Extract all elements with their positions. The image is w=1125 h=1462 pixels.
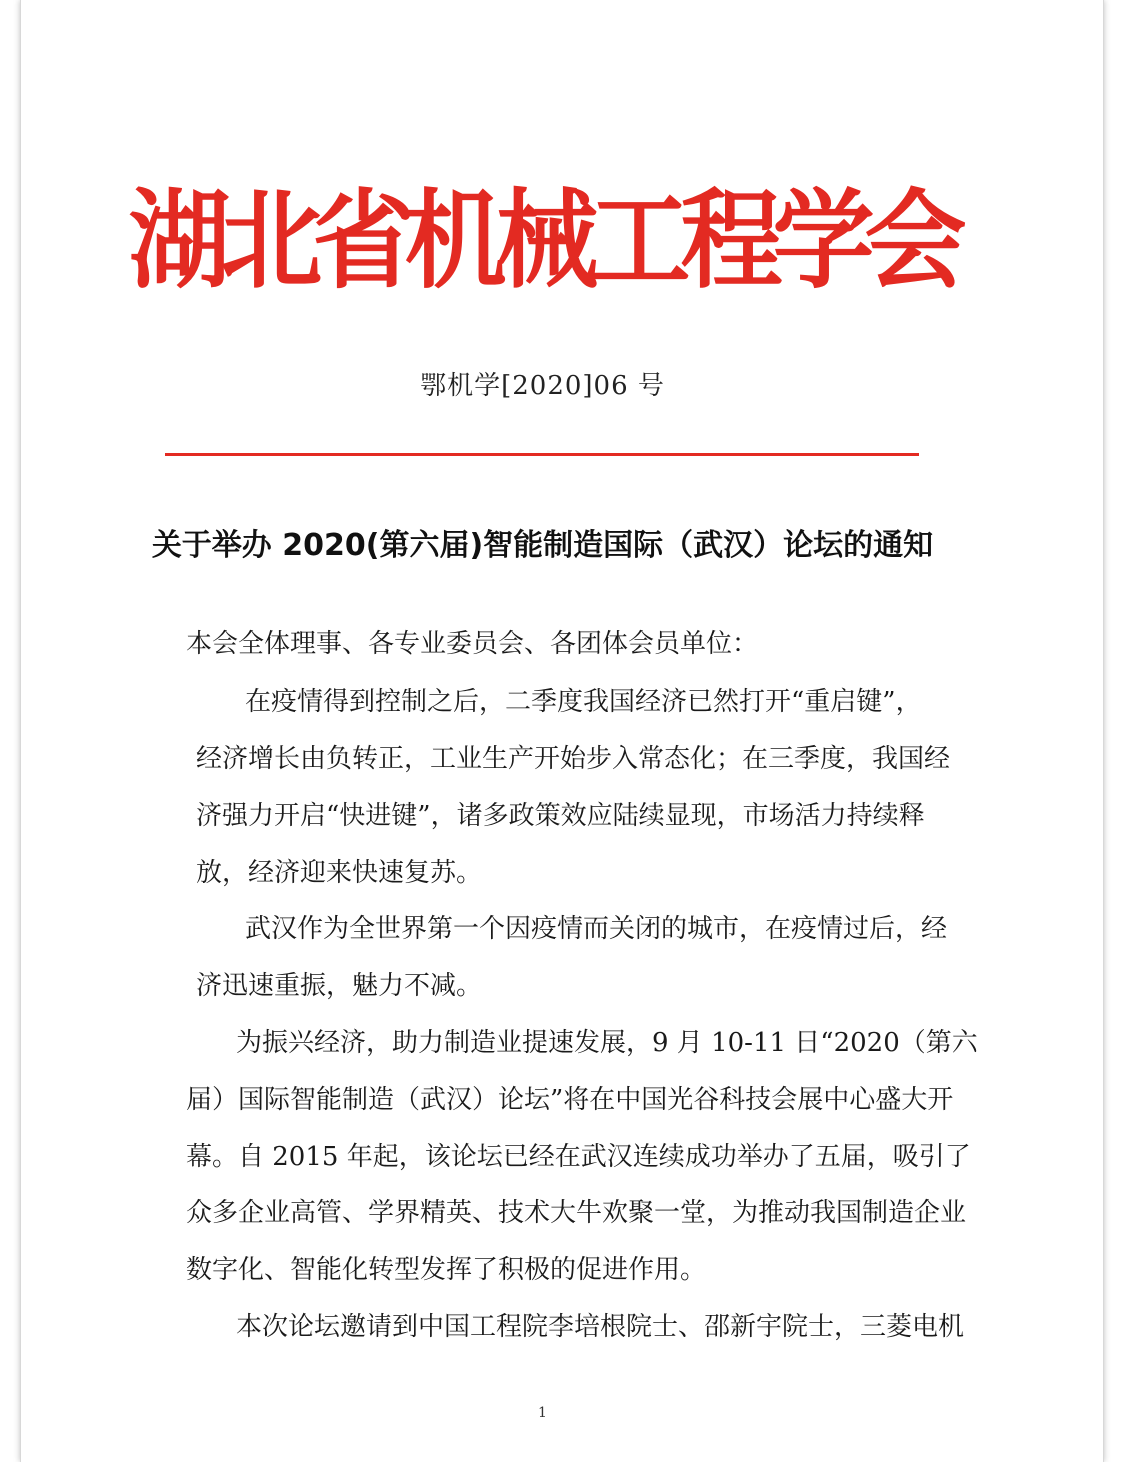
- body-line: 届）国际智能制造（武汉）论坛”将在中国光谷科技会展中心盛大开: [186, 1085, 954, 1115]
- body-line: 武汉作为全世界第一个因疫情而关闭的城市，在疫情过后，经: [245, 914, 948, 944]
- body-line: 数字化、智能化转型发挥了积极的促进作用。: [186, 1255, 707, 1285]
- body-line: 为振兴经济，助力制造业提速发展，9 月 10-11 日“2020（第六: [236, 1028, 978, 1058]
- body-line: 放，经济迎来快速复苏。: [196, 858, 483, 888]
- body-line: 幕。自 2015 年起，该论坛已经在武汉连续成功举办了五届，吸引了: [186, 1142, 971, 1172]
- salutation: 本会全体理事、各专业委员会、各团体会员单位：: [186, 629, 759, 659]
- organization-name: 湖北省机械工程学会: [128, 179, 957, 304]
- document-number: 鄂机学[2020]06 号: [420, 371, 665, 401]
- body-line: 经济增长由负转正，工业生产开始步入常态化；在三季度，我国经: [196, 744, 951, 774]
- body-line: 在疫情得到控制之后，二季度我国经济已然打开“重启键”，: [245, 687, 922, 717]
- body-line: 济强力开启“快进键”，诸多政策效应陆续显现，市场活力持续释: [196, 801, 925, 831]
- notice-title: 关于举办 2020(第六届)智能制造国际（武汉）论坛的通知: [151, 528, 934, 563]
- body-line: 济迅速重振，魅力不减。: [196, 971, 483, 1001]
- page-number: 1: [538, 1405, 547, 1421]
- red-divider: [165, 453, 919, 456]
- body-line: 众多企业高管、学界精英、技术大牛欢聚一堂，为推动我国制造企业: [186, 1198, 967, 1228]
- body-line: 本次论坛邀请到中国工程院李培根院士、邵新宇院士，三菱电机: [236, 1312, 965, 1342]
